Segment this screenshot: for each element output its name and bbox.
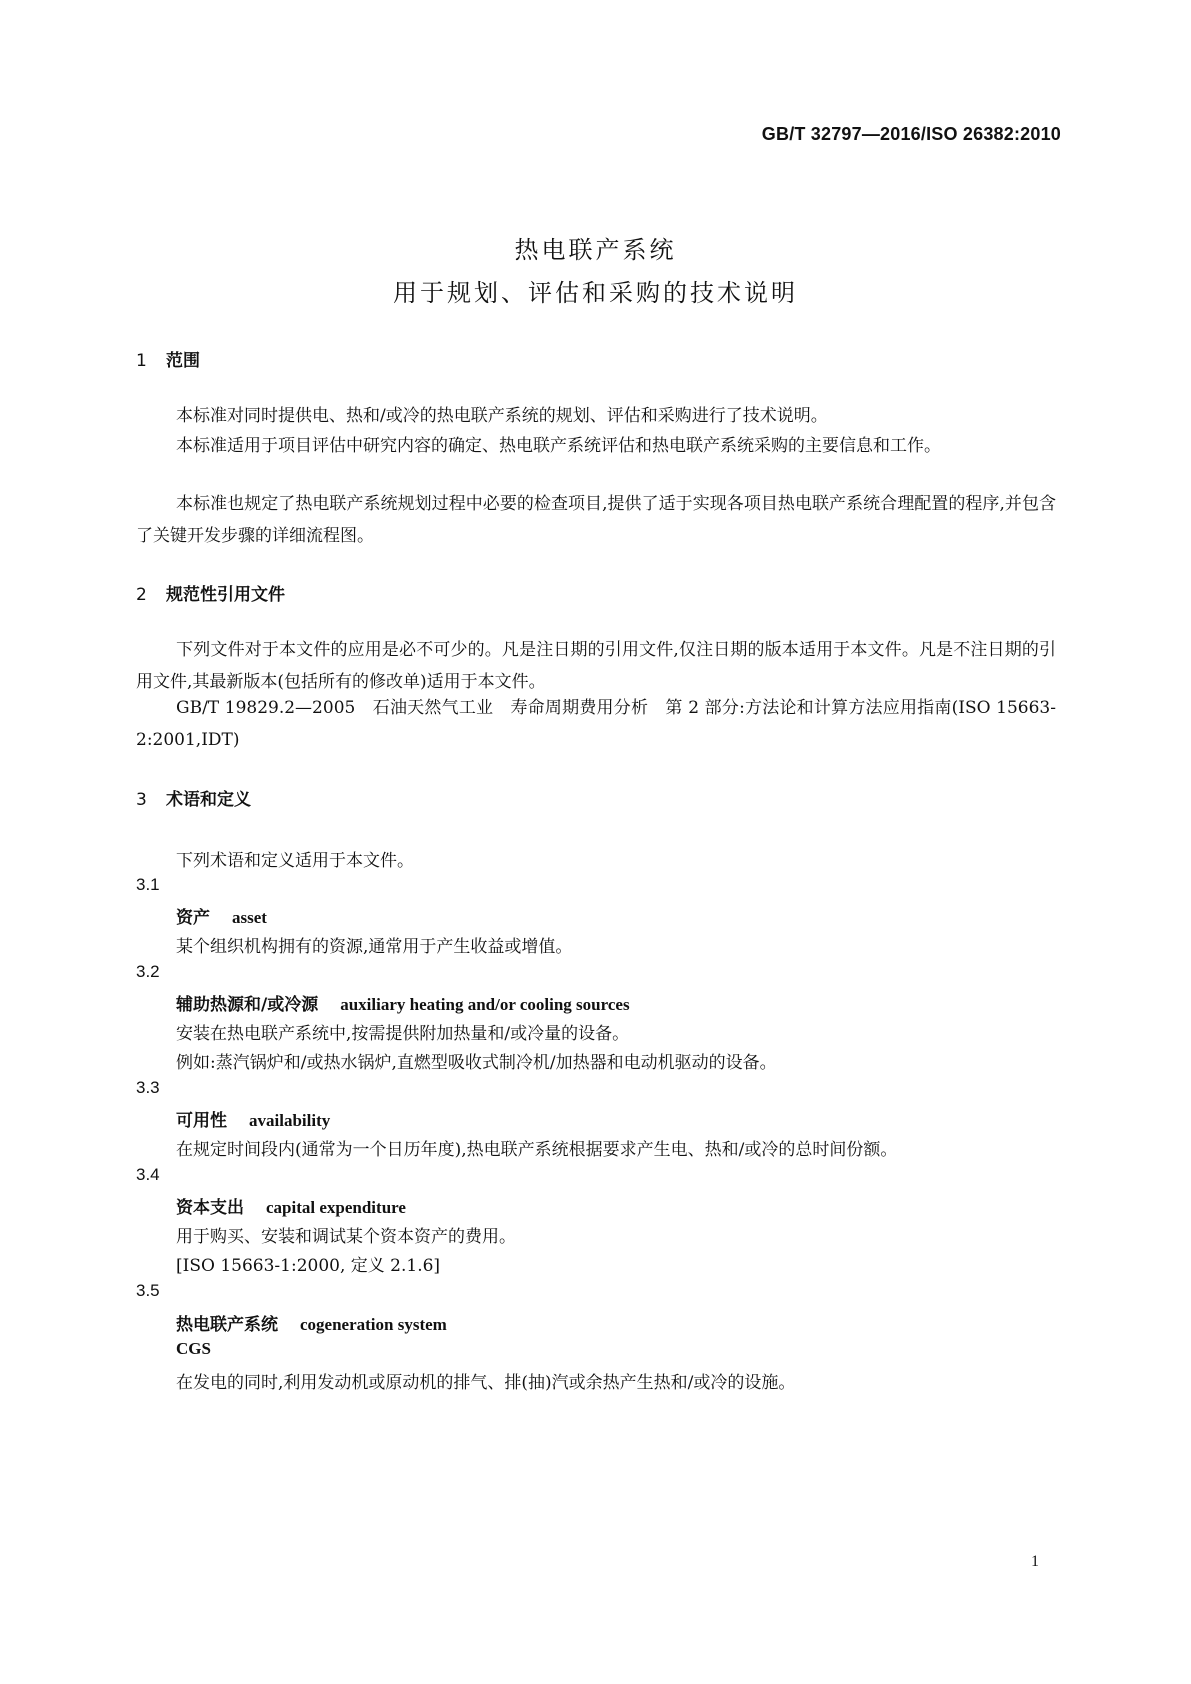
section-number: 2 — [136, 585, 147, 605]
term-heading: 可用性 availability — [176, 1111, 331, 1131]
section-1-paragraph-2: 本标准适用于项目评估中研究内容的确定、热电联产系统评估和热电联产系统采购的主要信息和工作。 — [176, 436, 941, 456]
document-title-line1: 热电联产系统 — [514, 236, 677, 264]
section-3-heading — [136, 785, 251, 810]
term-definition: 在发电的同时,利用发动机或原动机的排气、排(抽)汽或余热产生热和/或冷的设施。 — [176, 1373, 796, 1393]
section-number: 1 — [136, 351, 147, 371]
section-3-intro: 下列术语和定义适用于本文件。 — [176, 851, 414, 871]
section-1-paragraph-3: 本标准也规定了热电联产系统规划过程中必要的检查项目,提供了适于实现各项目热电联产系统合理配置的程序,并包含了关键开发步骤的详细流程图。 — [136, 494, 1056, 546]
term-number: 3.2 — [136, 962, 160, 981]
page-number: 1 — [1031, 1553, 1039, 1570]
term-heading: 资本支出 capital expenditure — [176, 1198, 406, 1218]
term-definition: 在规定时间段内(通常为一个日历年度),热电联产系统根据要求产生电、热和/或冷的总时间份额。 — [176, 1140, 898, 1160]
section-number: 3 — [136, 790, 147, 810]
term-definition: 安装在热电联产系统中,按需提供附加热量和/或冷量的设备。 — [176, 1024, 630, 1044]
term-definition: 某个组织机构拥有的资源,通常用于产生收益或增值。 — [176, 937, 573, 957]
term-number: 3.5 — [136, 1281, 160, 1300]
term-abbreviation: CGS — [176, 1339, 211, 1358]
section-title: 范围 — [166, 351, 200, 371]
document-title-line2: 用于规划、评估和采购的技术说明 — [393, 279, 798, 307]
term-number: 3.3 — [136, 1078, 160, 1097]
term-number: 3.4 — [136, 1165, 160, 1184]
section-title: 术语和定义 — [166, 790, 251, 810]
term-heading: 资产 asset — [176, 908, 267, 928]
standard-code: GB/T 32797—2016/ISO 26382:2010 — [761, 124, 1061, 144]
section-2-reference: GB/T 19829.2—2005 石油天然气工业 寿命周期费用分析 第 2 部分:方法论和计算方法应用指南(ISO 15663-2:2001,IDT) — [136, 698, 1056, 750]
section-2-paragraph-1: 下列文件对于本文件的应用是必不可少的。凡是注日期的引用文件,仅注日期的版本适用于本文件。凡是不注日期的引用文件,其最新版本(包括所有的修改单)适用于本文件。 — [136, 640, 1056, 692]
term-example: 例如:蒸汽锅炉和/或热水锅炉,直燃型吸收式制冷机/加热器和电动机驱动的设备。 — [176, 1053, 777, 1073]
section-1-paragraph-1: 本标准对同时提供电、热和/或冷的热电联产系统的规划、评估和采购进行了技术说明。 — [176, 406, 828, 426]
term-source: [ISO 15663-1:2000, 定义 2.1.6] — [176, 1256, 441, 1276]
section-title: 规范性引用文件 — [166, 585, 285, 605]
section-2-heading — [136, 580, 285, 605]
section-1-heading — [136, 346, 200, 371]
term-heading: 辅助热源和/或冷源 auxiliary heating and/or cooling sources — [176, 995, 630, 1015]
term-definition: 用于购买、安装和调试某个资本资产的费用。 — [176, 1227, 516, 1247]
term-number: 3.1 — [136, 875, 160, 894]
term-heading: 热电联产系统 cogeneration system — [176, 1315, 447, 1335]
